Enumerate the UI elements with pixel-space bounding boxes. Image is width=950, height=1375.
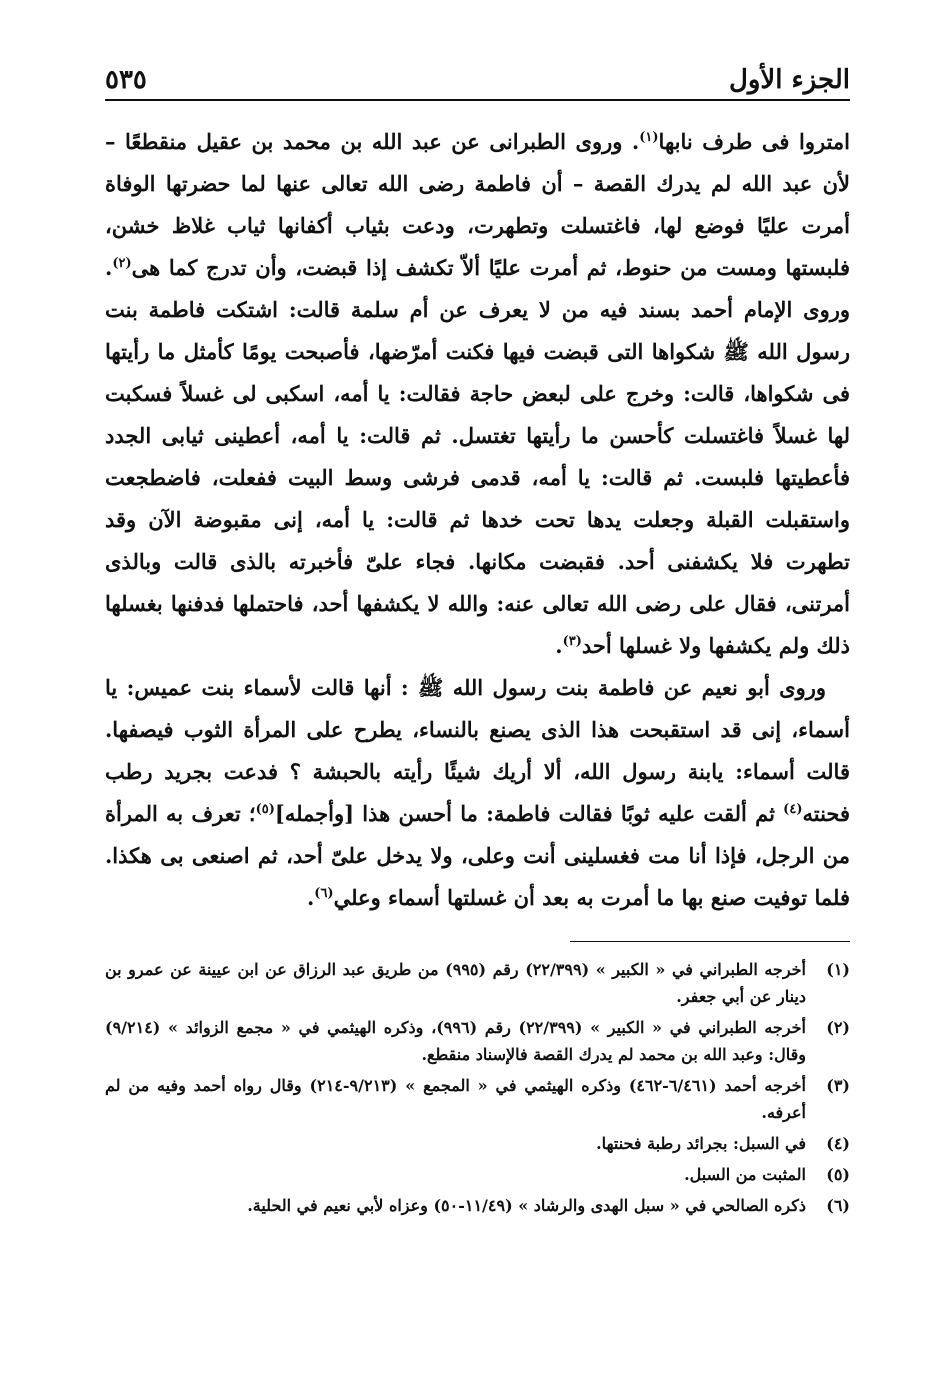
footnote	[105, 1072, 850, 1126]
paragraph	[105, 667, 850, 919]
footnote-ref[interactable]: (٣)	[562, 634, 582, 649]
footnote-text: أخرجه الطبراني في « الكبير » (٢٢/٣٩٩) رقم (٩٩٦)، وذكره الهيثمي في « مجمع الزوائد » (٩/٢١٤) وقال: وعبد الله بن محمد لم يدرك القصة فالإسناد منقطع.	[105, 1018, 806, 1064]
text-run: .	[306, 885, 315, 910]
text-run: وروى أبو نعيم عن فاطمة بنت رسول الله ﷺ : أنها قالت لأسماء بنت عميس: يا أسماء، إنى قد استقبحت هذا الذى يصنع بالنساء، يطرح على المرأة الثوب فيصفها. قالت أسماء: يابنة رسول الله، ألا أريك شيئًا رأيته بالحبشة ؟ فدعت بجريد رطب فحنته	[105, 675, 850, 826]
footnote-text: المثبت من السبل.	[684, 1165, 806, 1184]
footnote-text: أخرجه الطبراني في « الكبير » (٢٢/٣٩٩) رقم (٩٩٥) من طريق عبد الرزاق عن ابن عيينة عن عمرو بن دينار عن أبي جعفر.	[105, 960, 806, 1006]
footnote-text: ذكره الصالحي في « سبل الهدى والرشاد » (١١/٤٩-٥٠) وعزاه لأبي نعيم في الحلية.	[247, 1196, 806, 1215]
text-run: ثم ألقت عليه ثوبًا فقالت فاطمة: ما أحسن هذا [وأجمله]	[274, 801, 784, 826]
main-text	[105, 121, 850, 919]
footnote-number: (٤)	[826, 1134, 850, 1153]
footnote-separator	[570, 941, 850, 942]
footnotes	[105, 956, 850, 1219]
text-run: . وروى الإمام أحمد بسند فيه من لا يعرف عن أم سلمة قالت: اشتكت فاطمة بنت رسول الله ﷺ شكواها التى قبضت فيها فكنت أمرّضها، فأصبحت يومًا كأمثل ما رأيتها فى شكواها، قالت: وخرج على لبعض حاجة فقالت: يا أمه، اسكبى لى غسلاً فسكبت لها غسلاً فاغتسلت كأحسن ما رأيتها تغتسل. ثم قالت: يا أمه، أعطينى ثيابى الجدد فأعطيتها فلبست. ثم قالت: يا أمه، قدمى فرشى وسط البيت ففعلت، فاضطجعت واستقبلت القبلة وجعلت يدها تحت خدها ثم قالت: يا أمه، إنى مقبوضة الآن وقد تطهرت فلا يكشفنى أحد. فقبضت مكانها. فجاء علىّ فأخبرته بالذى قالت وبالذى أمرتنى، فقال على رضى الله تعالى عنه: والله لا يكشفها أحد، فاحتملها فدفنها بغسلها ذلك ولم يكشفها ولا غسلها أحد	[105, 255, 850, 658]
footnote-number: (٣)	[826, 1076, 850, 1095]
footnote	[105, 1130, 850, 1157]
page-number: ٥٣٥	[105, 65, 147, 95]
running-header	[105, 55, 850, 95]
book-page	[105, 55, 850, 1223]
footnote-ref[interactable]: (١)	[639, 130, 659, 145]
header-title: الجزء الأول	[728, 65, 850, 95]
footnote-number: (٦)	[826, 1196, 850, 1215]
footnote-ref[interactable]: (٢)	[112, 256, 132, 271]
paragraph	[105, 121, 850, 667]
footnote-number: (١)	[826, 960, 850, 979]
header-rule	[105, 99, 850, 101]
footnote-number: (٥)	[826, 1165, 850, 1184]
footnote	[105, 1161, 850, 1188]
footnote-ref[interactable]: (٦)	[314, 886, 334, 901]
text-run: ؛ تعرف به المرأة من الرجل، فإذا أنا مت فغسلينى أنت وعلى، ولا يدخل علىّ أحد، ثم اصنعى بى هكذا. فلما توفيت صنع بها ما أمرت به بعد أن غسلتها أسماء وعلي	[105, 801, 850, 910]
text-run: . وروى الطبرانى عن عبد الله بن محمد بن عقيل منقطعًا – لأن عبد الله لم يدرك القصة – أن فاطمة رضى الله تعالى عنها لما حضرتها الوفاة أمرت عليًا فوضع لها، فاغتسلت وتطهرت، ودعت بثياب أكفانها ثياب غلاظ خشن، فلبستها ومست من حنوط، ثم أمرت عليًا ألاّ تكشف إذا قبضت، وأن تدرج كما هى	[105, 129, 850, 280]
footnote-number: (٢)	[826, 1018, 850, 1037]
footnote-text: أخرجه أحمد (٦/٤٦١-٤٦٢) وذكره الهيثمي في « المجمع » (٩/٢١٣-٢١٤) وقال رواه أحمد وفيه من لم أعرفه.	[105, 1076, 806, 1122]
footnote-text: في السبل: بجرائد رطبة فحنتها.	[596, 1134, 806, 1153]
text-run: امتروا فى طرف نابها	[658, 129, 850, 154]
footnote	[105, 956, 850, 1010]
footnote-ref[interactable]: (٥)	[255, 802, 275, 817]
footnote	[105, 1014, 850, 1068]
footnote-ref[interactable]: (٤)	[783, 802, 803, 817]
text-run: .	[555, 633, 563, 658]
footnote	[105, 1192, 850, 1219]
